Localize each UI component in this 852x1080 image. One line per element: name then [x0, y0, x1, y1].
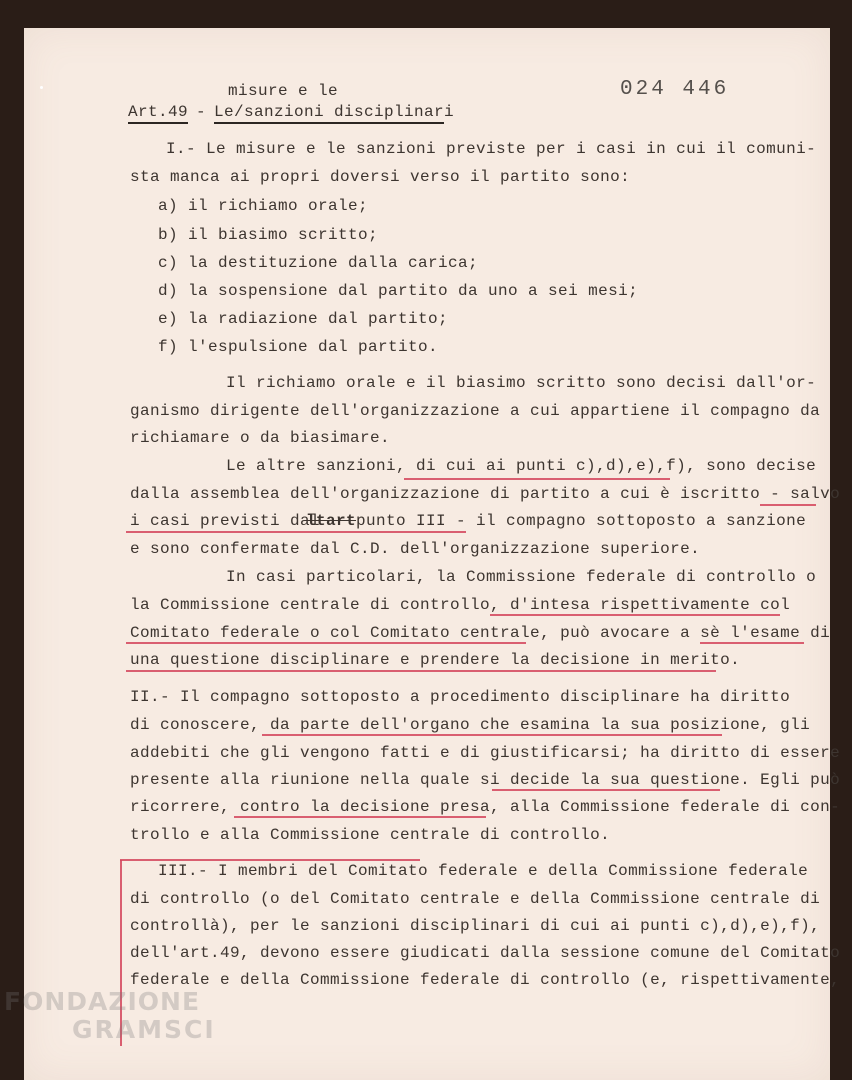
red-underline — [126, 670, 716, 672]
red-underline — [126, 531, 466, 533]
list-item: c) la destituzione dalla carica; — [158, 254, 479, 272]
para-3-line-1: Le altre sanzioni, di cui ai punti c),d),e),f), sono decise — [226, 457, 817, 475]
para-4-line-2: la Commissione centrale di controllo, d'intesa rispettivamente col — [130, 596, 791, 614]
para-4-line-1: In casi particolari, la Commissione federale di controllo o — [226, 568, 817, 586]
scan-speck — [40, 86, 43, 89]
para-6-line-2: di controllo (o del Comitato centrale e della Commissione centrale di — [130, 890, 821, 908]
article-separator: - — [196, 103, 207, 121]
article-label: Art.49 — [128, 103, 189, 121]
handwritten-insertion: misure e le — [228, 82, 339, 100]
article-title: Le/sanzioni disciplinari — [214, 103, 455, 121]
para-3-line-3b: punto III - il compagno sottoposto a sanzione — [356, 512, 807, 530]
para-5-line-5: ricorrere, contro la decisione presa, alla Commissione federale di con- — [130, 798, 841, 816]
list-item: e) la radiazione dal partito; — [158, 310, 449, 328]
list-item: f) l'espulsione dal partito. — [158, 338, 439, 356]
para-1-line-2: sta manca ai propri doversi verso il partito sono: — [130, 168, 631, 186]
para-5-line-6: trollo e alla Commissione centrale di controllo. — [130, 826, 611, 844]
para-6-line-3: controllà), per le sanzioni disciplinari di cui ai punti c),d),e),f), — [130, 917, 821, 935]
para-2-line-3: richiamare o da biasimare. — [130, 429, 391, 447]
para-3-line-2: dalla assemblea dell'organizzazione di partito a cui è iscritto - salvo — [130, 485, 841, 503]
para-6-line-1: III.- I membri del Comitato federale e della Commissione federale — [158, 862, 809, 880]
struck-text: ltart — [306, 512, 357, 530]
para-2-line-2: ganismo dirigente dell'organizzazione a cui appartiene il compagno da — [130, 402, 821, 420]
red-underline — [492, 789, 720, 791]
article-title-underline — [214, 122, 444, 124]
list-item: b) il biasimo scritto; — [158, 226, 379, 244]
para-6-line-5: federale e della Commissione federale di controllo (e, rispettivamente, — [130, 971, 841, 989]
red-underline — [126, 642, 526, 644]
para-1-line-1: I.- Le misure e le sanzioni previste per i casi in cui il comuni- — [166, 140, 817, 158]
para-3-line-4: e sono confermate dal C.D. dell'organizzazione superiore. — [130, 540, 701, 558]
para-5-line-1: II.- Il compagno sottoposto a procedimento disciplinare ha diritto — [130, 688, 791, 706]
para-4-line-3: Comitato federale o col Comitato centrale, può avocare a sè l'esame di — [130, 624, 831, 642]
list-item: a) il richiamo orale; — [158, 197, 369, 215]
red-underline — [262, 734, 722, 736]
article-label-underline — [128, 122, 188, 124]
red-underline — [760, 504, 816, 506]
red-underline — [700, 642, 804, 644]
para-2-line-1: Il richiamo orale e il biasimo scritto sono decisi dall'or- — [226, 374, 817, 392]
red-underline — [234, 816, 486, 818]
para-6-line-4: dell'art.49, devono essere giudicati dalla sessione comune del Comitato — [130, 944, 841, 962]
fondazione-gramsci-watermark — [4, 988, 216, 1044]
para-5-line-3: addebiti che gli vengono fatti e di giustificarsi; ha diritto di essere — [130, 744, 841, 762]
list-item: d) la sospensione dal partito da uno a sei mesi; — [158, 282, 639, 300]
archive-number: 024 446 — [620, 78, 730, 101]
para-5-line-2: di conoscere, da parte dell'organo che esamina la sua posizione, gli — [130, 716, 811, 734]
red-margin-top — [120, 859, 420, 861]
para-4-line-4: una questione disciplinare e prendere la decisione in merito. — [130, 651, 741, 669]
watermark-line-2: GRAMSCI — [72, 1015, 216, 1044]
red-underline — [404, 478, 670, 480]
para-5-line-4: presente alla riunione nella quale si decide la sua questione. Egli può — [130, 771, 841, 789]
watermark-line-1: FONDAZIONE — [4, 987, 201, 1016]
para-3-line-3a: i casi previsti dal — [130, 512, 321, 530]
red-underline — [490, 614, 780, 616]
